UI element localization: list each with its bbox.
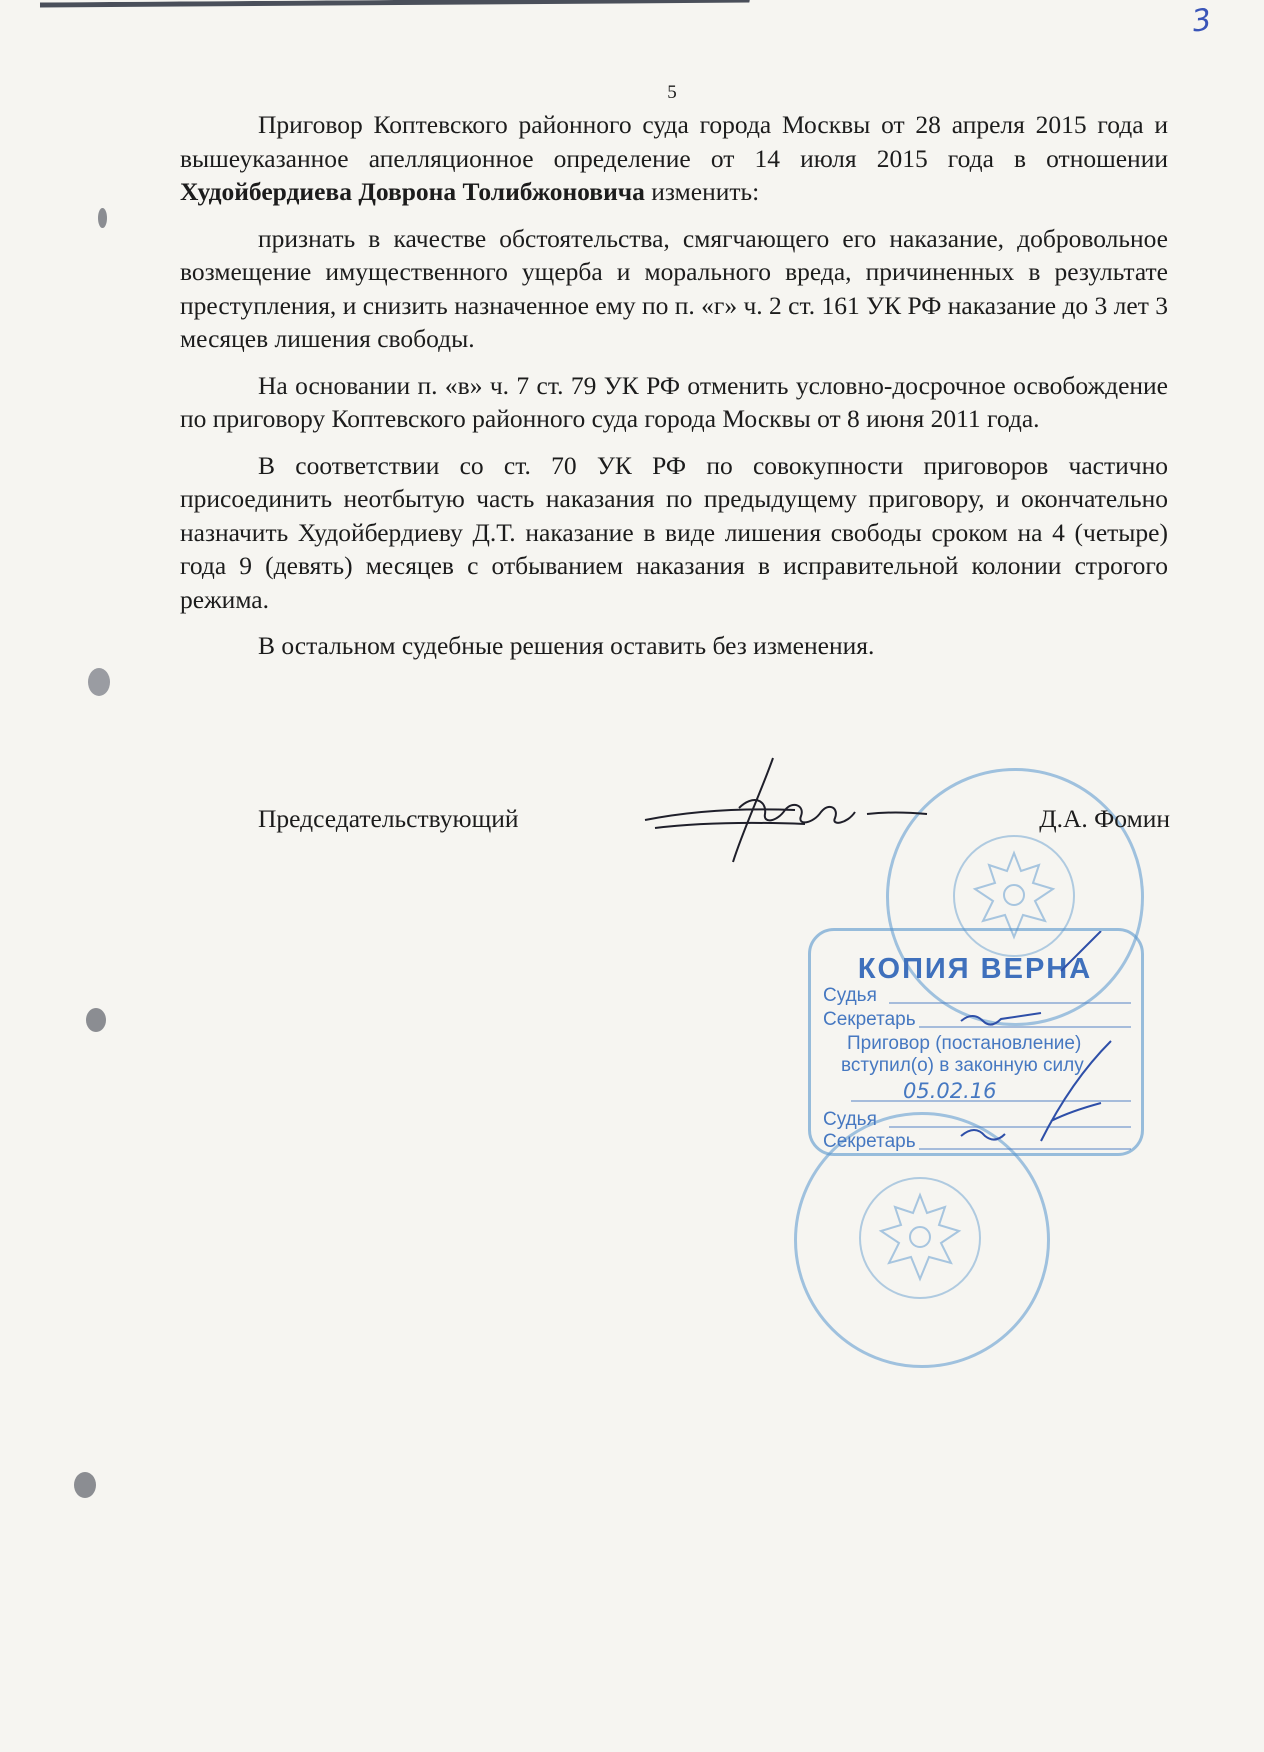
stamp-secretary-label-2: Секретарь (823, 1131, 916, 1152)
ruling-text (180, 108, 1168, 676)
page-number: 5 (667, 82, 677, 103)
handwritten-sheet-number: 3 (1189, 2, 1214, 40)
stamp-judge-label: Судья (823, 985, 877, 1006)
stamp-verdict-line-2: вступил(о) в законную силу (841, 1055, 1084, 1076)
paragraph-5: В остальном судебные решения оставить без изменения. (258, 631, 875, 660)
stamp-judge-label-2: Судья (823, 1109, 877, 1130)
binder-hole-1 (98, 208, 107, 228)
paragraph-2: признать в качестве обстоятельства, смягчающего его наказание, добровольное возмещение имущественного ущерба и морального вреда, причиненных в результате преступления, и снизить назначенное ему по п. «г» ч. 2 ст. 161 УК РФ наказание до 3 лет 3 месяцев лишения свободы. (180, 223, 1168, 353)
stamp-date: 05.02.16 (903, 1079, 997, 1103)
stamp-lines (811, 931, 1141, 1153)
paragraph-3: На основании п. «в» ч. 7 ст. 79 УК РФ отменить условно-досрочное освобождение по приговору Коптевского районного суда города Москвы от 8 июня 2011 года. (180, 370, 1168, 433)
copy-verified-stamp (808, 928, 1144, 1156)
stamp-verdict-line-1: Приговор (постановление) (847, 1033, 1082, 1054)
defendant-name: Худойбердиева Доврона Толибжоновича (180, 177, 645, 206)
binder-hole-4 (74, 1472, 96, 1498)
eagle-crest-icon (855, 1173, 985, 1303)
handwritten-signature-icon (635, 752, 955, 872)
scan-top-edge (40, 0, 750, 21)
paragraph-1: Приговор Коптевского районного суда города Москвы от 28 апреля 2015 года и вышеуказанное апелляционное определение от 14 июля 2015 года в отношении Худойбердиева Доврона Толибжоновича изменить: (180, 110, 1168, 206)
binder-hole-2 (88, 668, 110, 696)
binder-hole-3 (86, 1008, 106, 1032)
stamp-secretary-label: Секретарь (823, 1009, 916, 1030)
stamp-header: КОПИЯ ВЕРНА (857, 953, 1093, 985)
presiding-judge-title: Председательствующий (258, 804, 519, 833)
paragraph-4: В соответствии со ст. 70 УК РФ по совокупности приговоров частично присоединить неотбытую часть наказания по предыдущему приговору, и окончательно назначить Худойбердиеву Д.Т. наказание в виде лишения свободы сроком на 4 (четыре) года 9 (девять) месяцев с отбыванием наказания в исправительной колонии строгого режима. (180, 450, 1168, 614)
presiding-judge-name: Д.А. Фомин (1039, 804, 1170, 833)
